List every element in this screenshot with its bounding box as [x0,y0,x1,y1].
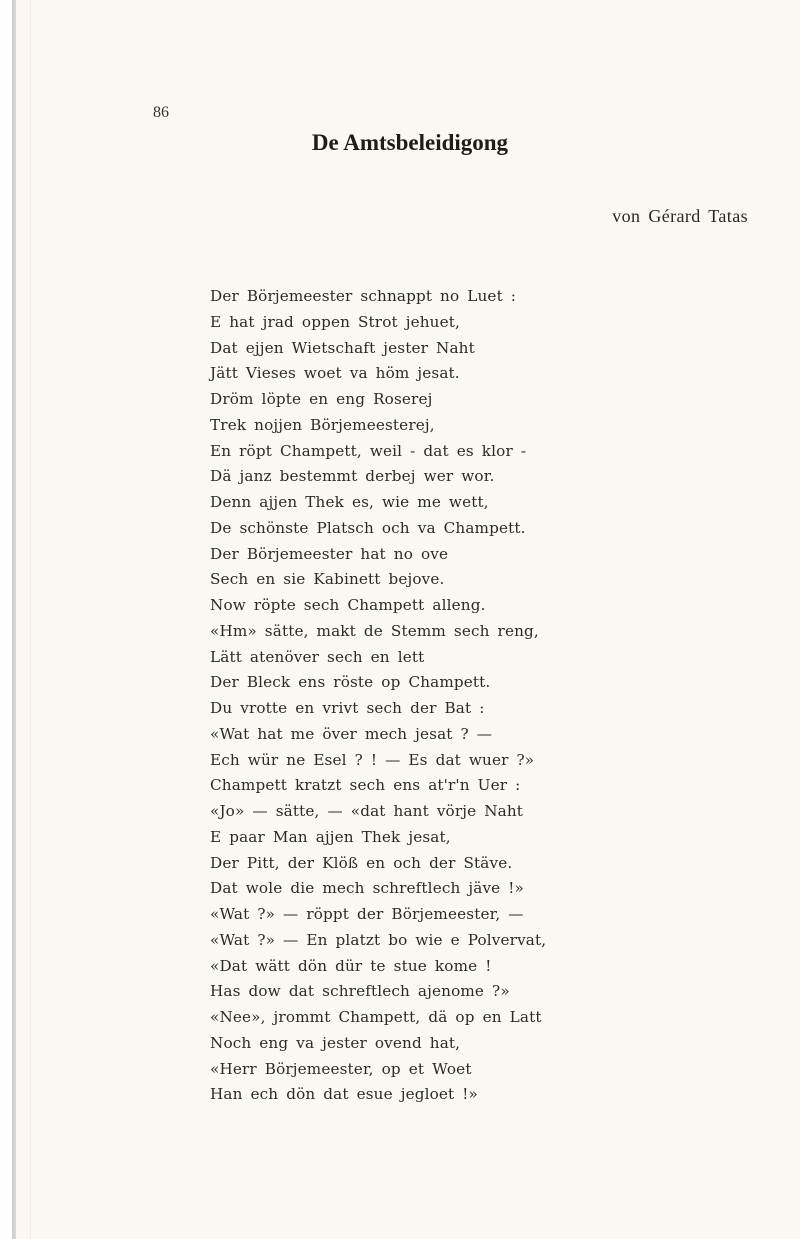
poem-line: Noch eng va jester ovend hat, [210,1033,461,1052]
poem-line: «Wat ?» — En platzt bo wie e Polvervat, [210,930,547,949]
poem-line: Sech en sie Kabinett bejove. [210,570,445,589]
poem-line: Now röpte sech Champett alleng. [210,596,486,614]
poem-line: Ech wür ne Esel ? ! — Es dat wuer ?» [210,750,535,769]
poem-line: Der Pitt, der Klöß en och der Stäve. [210,853,513,872]
poem-line: Dat ejjen Wietschaft jester Naht [210,338,475,357]
poem-line: Trek nojjen Börjemeesterej, [210,415,435,434]
poem-line: «Herr Börjemeester, op et Woet [210,1059,472,1078]
poem-line: E paar Man ajjen Thek jesat, [210,827,451,846]
poem-line: Dä janz bestemmt derbej wer wor. [210,467,495,486]
poem-line: Lätt atenöver sech en lett [210,647,425,666]
poem-line: «Nee», jrommt Champett, dä op en Latt [210,1008,542,1026]
poem-line: Dröm löpte en eng Roserej [210,390,433,408]
poem-line: En röpt Champett, weil - dat es klor - [210,441,527,460]
page-binding-edge [0,0,16,1239]
poem-line: Dat wole die mech schreftlech jäve !» [210,879,524,898]
poem-line: Du vrotte en vrivt sech der Bat : [210,699,485,717]
page-number: 86 [153,104,169,121]
poem-line: «Wat ?» — röppt der Börjemeester, — [210,905,524,923]
poem-line: «Jo» — sätte, — «dat hant vörje Naht [210,802,524,820]
page-fold-line [30,0,31,1239]
poem-author: von Gérard Tatas [612,206,748,226]
poem-line: De schönste Platsch och va Champett. [210,518,526,537]
poem-line: Der Börjemeester hat no ove [210,544,449,563]
poem-line: Denn ajjen Thek es, wie me wett, [210,493,489,511]
poem-line: «Dat wätt dön dür te stue kome ! [210,956,492,975]
poem-line: Champett kratzt sech ens at'r'n Uer : [210,776,521,795]
poem-line: E hat jrad oppen Strot jehuet, [210,312,460,331]
poem-line: Han ech dön dat esue jegloet !» [210,1085,478,1104]
poem-line: «Hm» sätte, makt de Stemm sech reng, [210,621,539,640]
poem-line: «Wat hat me över mech jesat ? — [210,724,493,743]
poem-title: De Amtsbeleidigong [311,130,509,155]
poem-line: Der Börjemeester schnappt no Luet : [210,287,517,305]
poem-line: Has dow dat schreftlech ajenome ?» [210,982,510,1001]
poem-line: Der Bleck ens röste op Champett. [210,673,491,692]
poem-line: Jätt Vieses woet va höm jesat. [210,364,460,383]
poem-body [210,284,546,1108]
